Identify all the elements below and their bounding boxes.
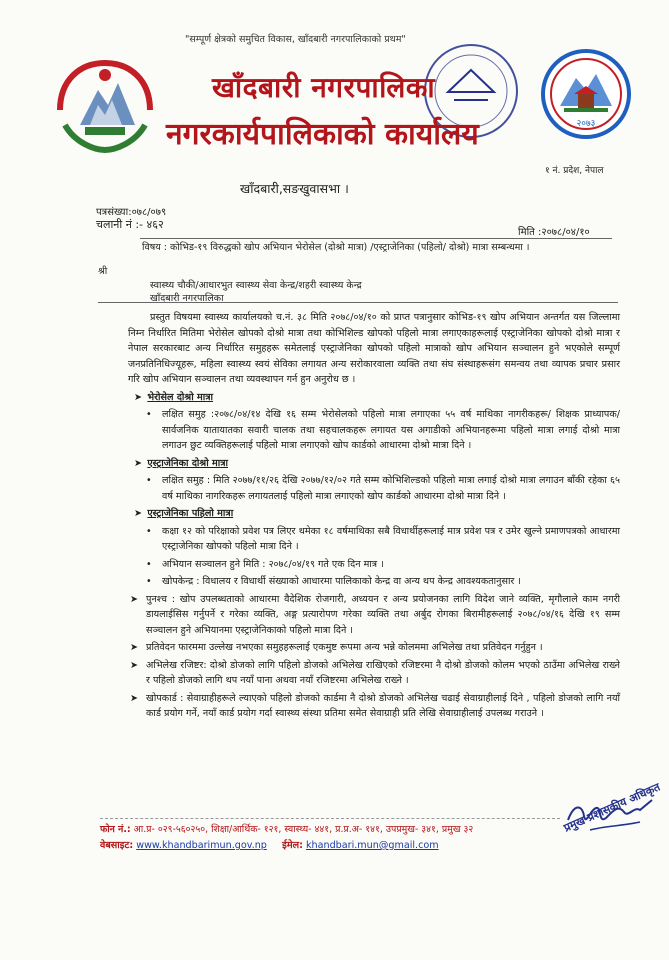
intro-paragraph: प्रस्तुत विषयमा स्वास्थ्य कार्यालयको च.नं. ३८ मिति २०७८/०४/१० को प्राप्त पत्रानुसार कोभिड-१९ खोप अभियान अन्तर्गत यस जिल्लामा निम्न निर्धारित मितिमा भेरोसेल खोपको दोश्रो मात्रा तथा कोभिशिल्ड खोपको पहिलो मात्रा लगाएकाहरूलाई एस्ट्राजेनिका खोपको दोश्रो मात्रा र नेपाल सरकारबाट अन्य निर्धारित समुहहरू समेतलाई एस्ट्राजेनिका खोपको पहिलो मात्राको खोप अभियान सञ्चालन हुने भएकोले सम्पूर्ण जनप्रतिनिधिज्यूहरू, महिला स्वास्थ्य स्वयं सेविका लगायत अन्य सरोकारवाला व्यक्ति तथा संघ संस्थाहरूसंग समन्वय तथा व्यापक प्रचार प्रसार गरि खोप अभियान सञ्चालन तथा व्यवस्थापन गर्न हुन अनुरोध छ । (128, 312, 620, 385)
recipient-salute: श्री (98, 266, 108, 277)
email-link[interactable]: khandbari.mun@gmail.com (305, 840, 439, 851)
list-item: • अभियान सञ्चालन हुने मिति : २०७८/०४/१९ गते एक दिन मात्र । (146, 558, 384, 570)
footer-divider (100, 818, 560, 819)
reference-number: पत्रसंख्या:०७८/०७९ (96, 207, 167, 218)
list-item: • लक्षित समुह :२०७८/०४/१४ देखि १६ सम्म भेरोसेलको पहिलो मात्रा लगाएका ५५ वर्ष माथिका नागरीकहरू/ शिक्षक प्राध्यापक/ सार्वजनिक यातायातका सवारी चालक तथा सहचालकहरू लगायत यस अगाडीको अभियानहरूमा पहिलो मात्रा लगाई दोश्रो मात्रा लगाउन छुट व्यक्तिहरूलाई पहिलो मात्रा लगाएको खोप कार्डको आधारमा दोश्रो मात्रा दिने । (146, 409, 620, 451)
footer-contacts: वेबसाइट: www.khandbarimun.gov.np ईमेल: khandbari.mun@gmail.com (100, 840, 439, 851)
divider (98, 302, 618, 303)
section-heading: ➤ एस्ट्राजेनिका पहिलो मात्रा (134, 508, 234, 519)
section-heading: ➤ भेरोसेल दोश्रो मात्रा (134, 391, 214, 403)
nepal-emblem-icon (50, 55, 160, 155)
subject-line: विषय : कोभिड-१९ विरुद्धको खोप अभियान भेरोसेल (दोश्रो मात्रा) /एस्ट्राजेनिका (पहिलो/ दोश्रो) मात्रा सम्बन्धमा । (142, 242, 530, 253)
province-label: १ नं. प्रदेश, नेपाल (545, 166, 604, 176)
website-link[interactable]: www.khandbarimun.gov.np (136, 840, 267, 851)
motto-text: "सम्पूर्ण क्षेत्रको समुचित विकास, खाँदबारी नगरपालिकाको प्रथम" (185, 34, 406, 45)
recipient-line-1: स्वास्थ्य चौकी/आधारभुत स्वास्थ्य सेवा केन्द्र/शहरी स्वास्थ्य केन्द्र (150, 280, 362, 291)
divider (140, 238, 612, 239)
municipality-logo-icon (540, 48, 632, 140)
list-item: • लक्षित समुह : मिति २०७७/११/२६ देखि २०७७/१२/०२ गते सम्म कोभिशिल्डको पहिलो मात्रा लगाई दोश्रो मात्रा लगाउन बाँकी रहेका ६५ वर्ष माथिका नागरिकहरू लगायतलाई पहिलो मात्रा लगाएको खोप कार्डको आधारमा दोश्रो मात्रा दिने । (146, 475, 620, 502)
footer-phones: फोन नं.: आ.प्र- ०२९-५६०२५०, शिक्षा/आर्थिक- १२१, स्वास्थ्य- ४४१, प्र.प्र.अ- १४१, उपप्रमुख- ३४१, प्रमुख ३२ (100, 824, 474, 835)
note-item: ➤ प्रतिवेदन फारममा उल्लेख नभएका समुहहरूलाई एकमुष्ट रूपमा अन्य भन्ने कोलममा अभिलेख तथा प्रतिवेदन गर्नुहुन । (130, 642, 543, 653)
office-address: खाँदबारी,सङखुवासभा । (240, 181, 349, 196)
dispatch-number: चलानी नं :- ४६२ (96, 218, 164, 231)
logo-year: २०७३ (576, 119, 596, 129)
office-subtitle: नगरकार्यपालिकाको कार्यालय (166, 117, 479, 152)
list-item: • कक्षा १२ को परिक्षाको प्रवेश पत्र लिएर थमेका १८ वर्षमाथिका सबै विधार्थीहरूलाई मात्र प्रवेश पत्र र उमेर खुल्ने प्रमाणपत्रको आधारमा एस्ट्राजेनिका खोपको पहिलो मात्रा दिने । (146, 525, 620, 552)
letter-date: मिति :२०७८/०४/१० (518, 227, 590, 238)
letter-body (128, 310, 620, 724)
note-item: ➤ खोपकार्ड : सेवाग्राहीहरूले ल्याएको पहिलो डोजको कार्डमा नै दोश्रो डोजको अभिलेख चढाई सेवाग्राहीलाई दिने , पहिलो डोजको लागि नयाँ कार्ड प्रयोग गर्ने, नयाँ कार्ड प्रयोग गर्दा स्वास्थ्य संस्था प्रतिमा समेत सेवाग्राही प्रति लेखि सेवाग्राहीलाई उपलब्ध गराउने । (130, 692, 620, 719)
note-item: ➤ पुनश्च : खोप उपलब्धताको आधारमा वैदेशिक रोजगारी, अध्ययन र अन्य प्रयोजनका लागि विदेश जाने व्यक्ति, मृगौलाले काम नगरी डायलाईसिस गर्नुपर्ने र गरेका व्यक्ति, अङ्ग प्रत्यारोपण गरेका व्यक्ति तथा अर्बुद रोगका बिरामीहरूलाई २०७८/०४/१६ देखि १९ सम्म सञ्चालन हुने अभियानमा एस्ट्राजेनिकाको पहिलो मात्रा दिने । (130, 593, 620, 636)
recipient-line-2: खाँदबारी नगरपालिका (150, 293, 224, 304)
section-heading: ➤ एस्ट्राजेनिका दोश्रो मात्रा (134, 457, 229, 469)
signature-seal: प्रमुख प्रशासकीय अधिकृत (561, 780, 663, 835)
office-name: खाँदबारी नगरपालिका (212, 71, 436, 104)
note-item: ➤ अभिलेख रजिष्टर: दोश्रो डोजको लागि पहिलो डोजको अभिलेख राखिएको रजिष्टरमा नै दोश्रो डोजको कोलम भएको ठाउँमा अभिलेख राख्ने र पहिलो डोजको लागि थप नयाँ पाना अथवा नयाँ रजिष्टरमा अभिलेख राख्ने । (130, 659, 620, 686)
list-item: • खोपकेन्द्र : विधालय र विधार्थी संख्याको आधारमा पालिकाको केन्द्र वा अन्य थप केन्द्र आवश्यकतानुसार । (146, 576, 522, 587)
